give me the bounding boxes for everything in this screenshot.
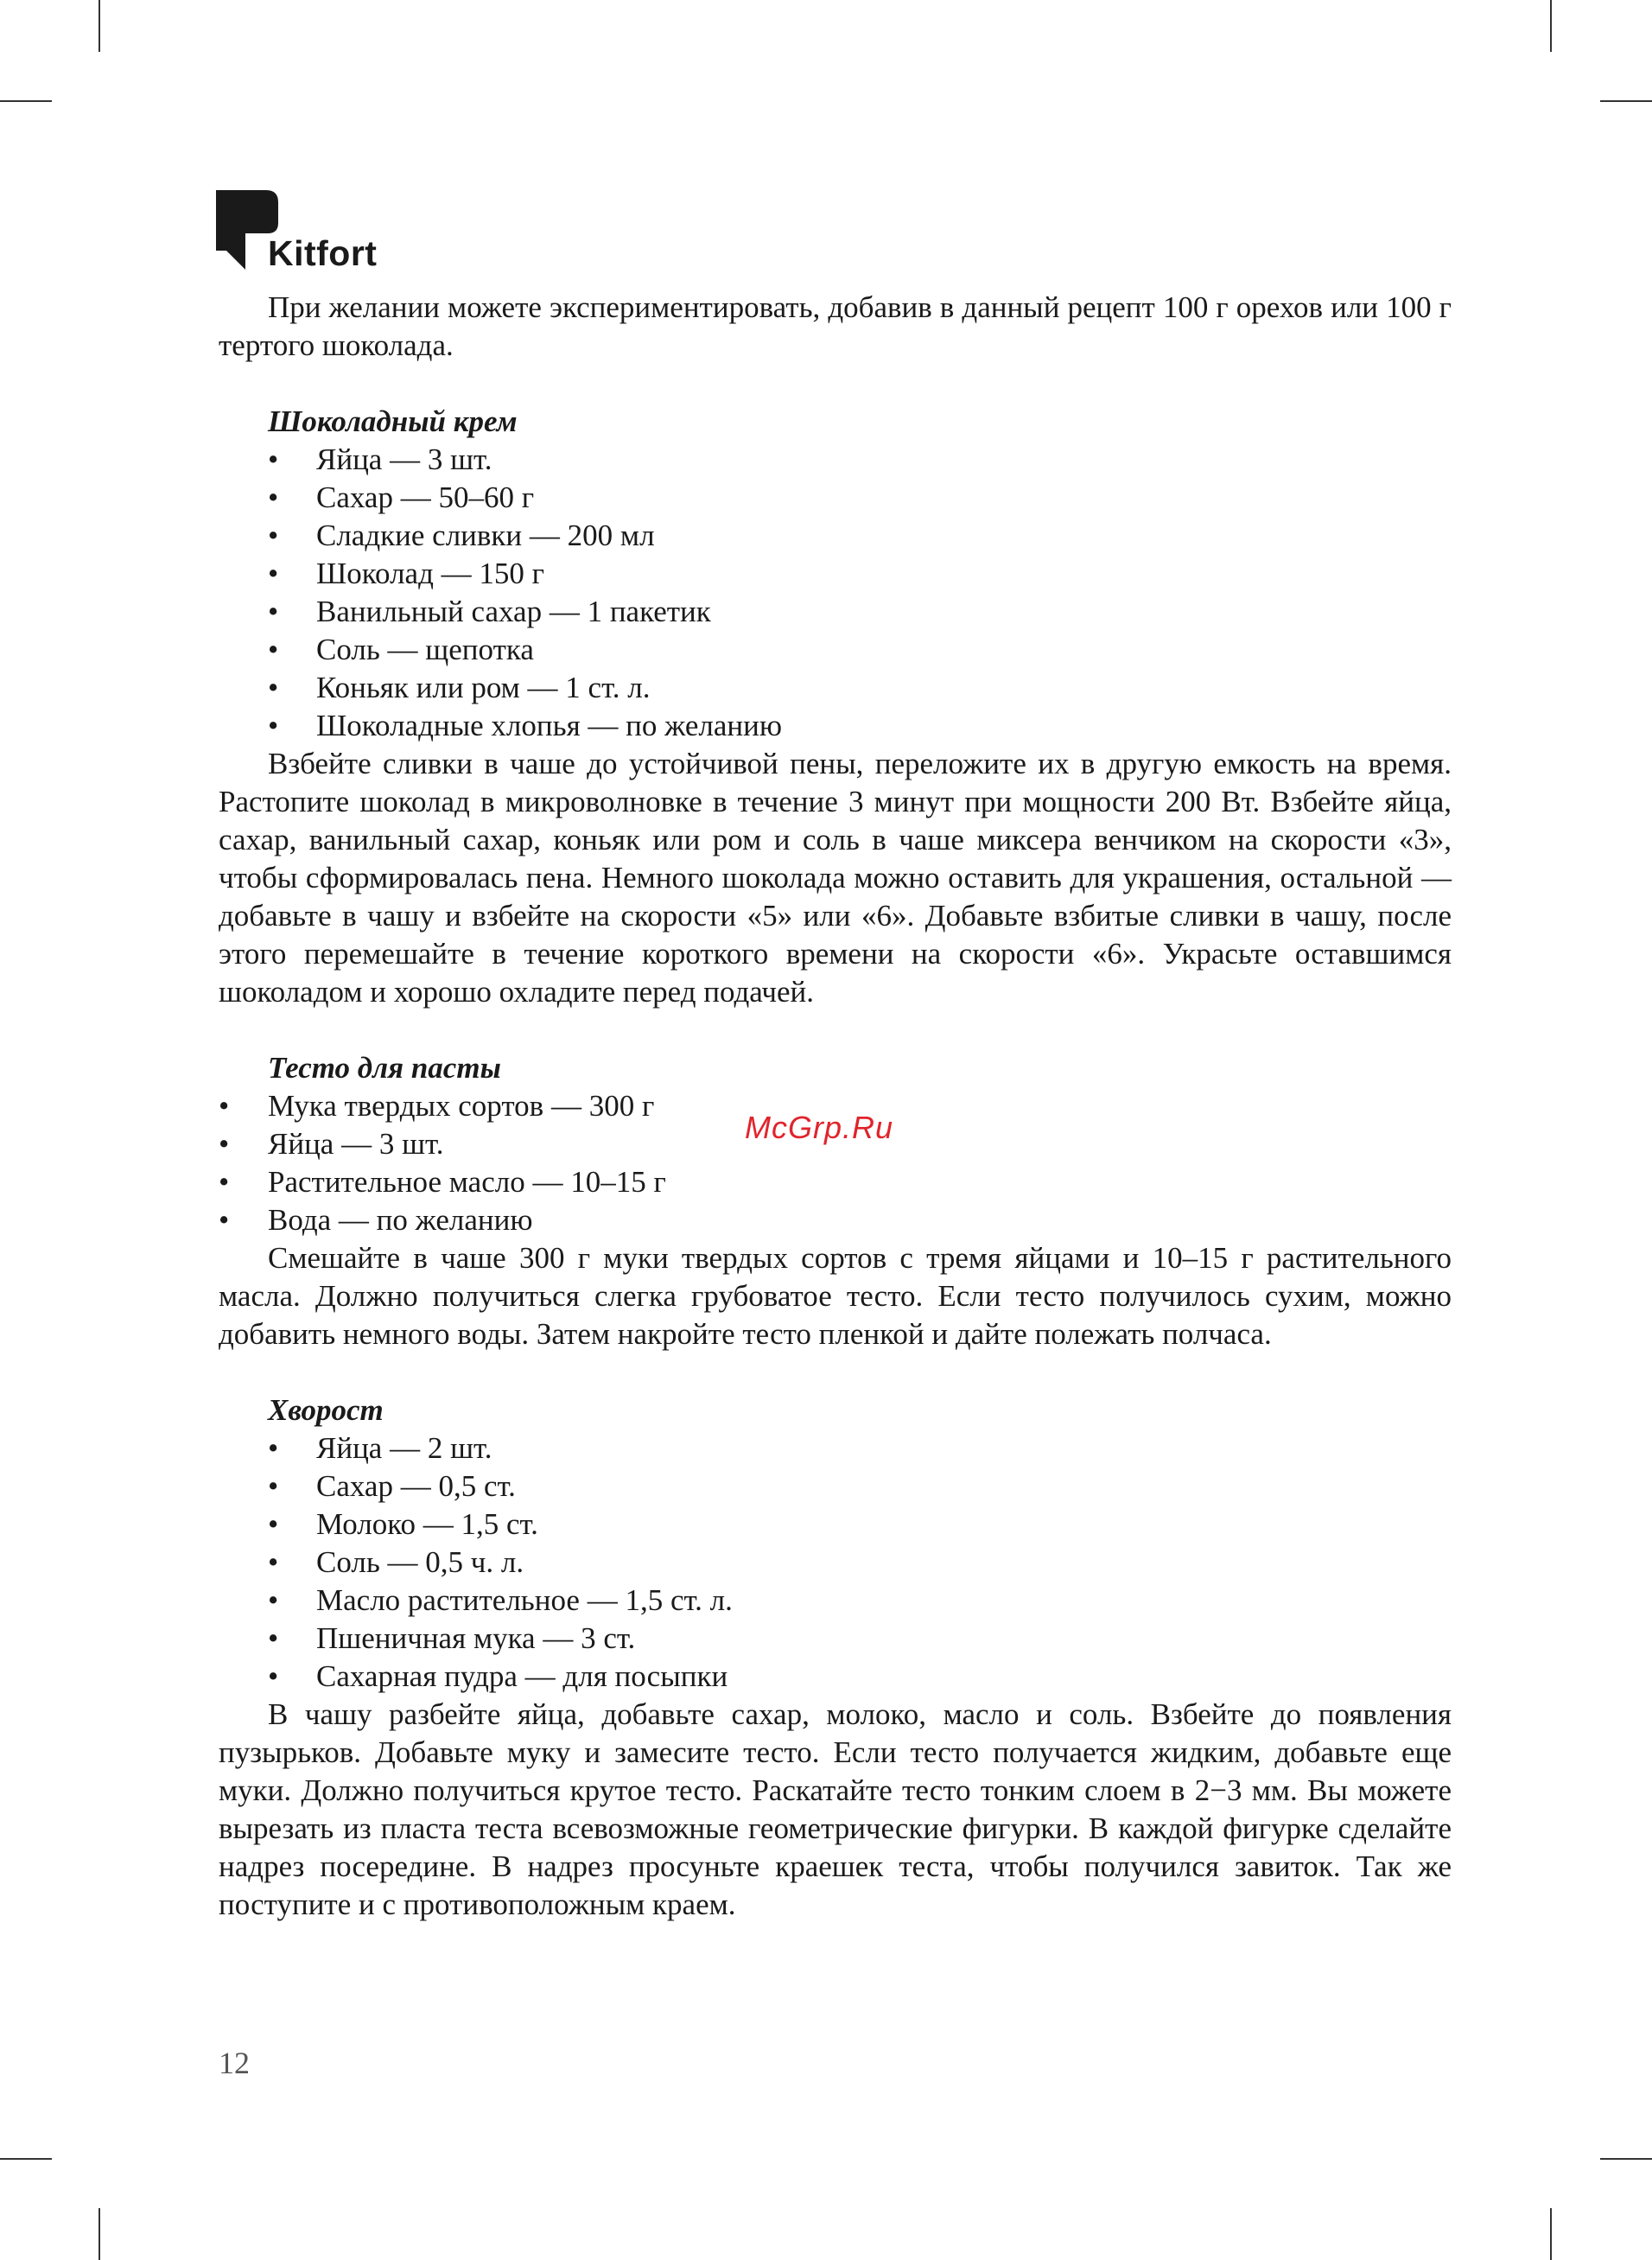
ingredient-item: • Молоко — 1,5 ст.	[219, 1506, 1452, 1544]
recipe-instructions: Смешайте в чаше 300 г муки твердых сортов с тремя яйцами и 10–15 г растительного масла. Должно получиться слегка грубоватое тесто. Если тесто получилось сухим, можно добавить немного воды. Затем накройте тесто пленкой и дайте полежать полчаса.	[219, 1241, 1452, 1351]
recipe-title: Тесто для пасты	[268, 1051, 501, 1085]
ingredient-item: • Яйца — 2 шт.	[219, 1429, 1452, 1467]
ingredient-item: • Коньяк или ром — 1 ст. л.	[219, 669, 1452, 707]
ingredient-item: • Яйца — 3 шт.	[219, 441, 1452, 479]
brand-logo	[216, 190, 389, 277]
crop-mark-bottom-left-horizontal	[0, 2158, 52, 2160]
ingredient-item: • Сахар — 50–60 г	[219, 479, 1452, 517]
ingredient-list	[219, 1429, 1452, 1696]
ingredient-item: • Яйца — 3 шт.	[219, 1125, 1452, 1163]
crop-mark-top-left-horizontal	[0, 100, 52, 102]
ingredient-item: • Шоколадные хлопья — по желанию	[219, 707, 1452, 745]
ingredient-item: • Ванильный сахар — 1 пакетик	[219, 593, 1452, 631]
page-number: 12	[219, 2046, 250, 2080]
crop-mark-bottom-left-vertical	[98, 2208, 100, 2260]
ingredient-list	[219, 441, 1452, 745]
crop-mark-top-right-horizontal	[1600, 100, 1652, 102]
ingredient-item: • Пшеничная мука — 3 ст.	[219, 1620, 1452, 1658]
recipe-title: Хворост	[268, 1393, 384, 1427]
crop-mark-top-left-vertical	[98, 0, 100, 52]
watermark-text: McGrp.Ru	[745, 1110, 894, 1145]
ingredient-item: • Сахарная пудра — для посыпки	[219, 1658, 1452, 1696]
recipe-pasta-dough	[219, 1049, 1452, 1353]
ingredient-item: • Растительное масло — 10–15 г	[219, 1163, 1452, 1201]
intro-paragraph: При желании можете экспериментировать, добавив в данный рецепт 100 г орехов или 100 г тертого шоколада.	[219, 290, 1452, 362]
page-content	[219, 289, 1452, 1924]
ingredient-item: • Шоколад — 150 г	[219, 555, 1452, 593]
ingredient-item: • Масло растительное — 1,5 ст. л.	[219, 1582, 1452, 1620]
recipe-instructions: Взбейте сливки в чаше до устойчивой пены, переложите их в другую емкость на время. Растопите шоколад в микроволновке в течение 3 минут при мощности 200 Вт. Взбейте яйца, сахар, ванильный сахар, коньяк или ром и соль в чаше миксера венчиком на скорости «3», чтобы сформировалась пена. Немного шоколада можно оставить для украшения, остальной — добавьте в чашу и взбейте на скорости «5» или «6». Добавьте взбитые сливки в чашу, после этого перемешайте в течение короткого времени на скорости «6». Украсьте оставшимся шоколадом и хорошо охладите перед подачей.	[219, 747, 1452, 1009]
crop-mark-bottom-right-vertical	[1550, 2208, 1552, 2260]
ingredient-item: • Соль — щепотка	[219, 631, 1452, 669]
ingredient-item: • Сладкие сливки — 200 мл	[219, 517, 1452, 555]
ingredient-item: • Соль — 0,5 ч. л.	[219, 1544, 1452, 1582]
crop-mark-top-right-vertical	[1550, 0, 1552, 52]
recipe-chocolate-cream	[219, 403, 1452, 1011]
recipe-title: Шоколадный крем	[268, 404, 518, 438]
brand-name: Kitfort	[268, 233, 378, 273]
recipe-instructions: В чашу разбейте яйца, добавьте сахар, молоко, масло и соль. Взбейте до появления пузырьков. Добавьте муку и замесите тесто. Если тесто получается жидким, добавьте еще муки. Должно получиться крутое тесто. Раскатайте тесто тонким слоем в 2−3 мм. Вы можете вырезать из пласта теста всевозможные геометрические фигурки. В каждой фигурке сделайте надрез посередине. В надрез просуньте краешек теста, чтобы получился завиток. Так же поступите и с противоположным краем.	[219, 1697, 1452, 1921]
ingredient-item: • Сахар — 0,5 ст.	[219, 1467, 1452, 1506]
ingredient-item: • Вода — по желанию	[219, 1201, 1452, 1239]
recipe-khvorost	[219, 1391, 1452, 1924]
ingredient-item: • Мука твердых сортов — 300 г	[219, 1087, 1452, 1125]
crop-mark-bottom-right-horizontal	[1600, 2158, 1652, 2160]
